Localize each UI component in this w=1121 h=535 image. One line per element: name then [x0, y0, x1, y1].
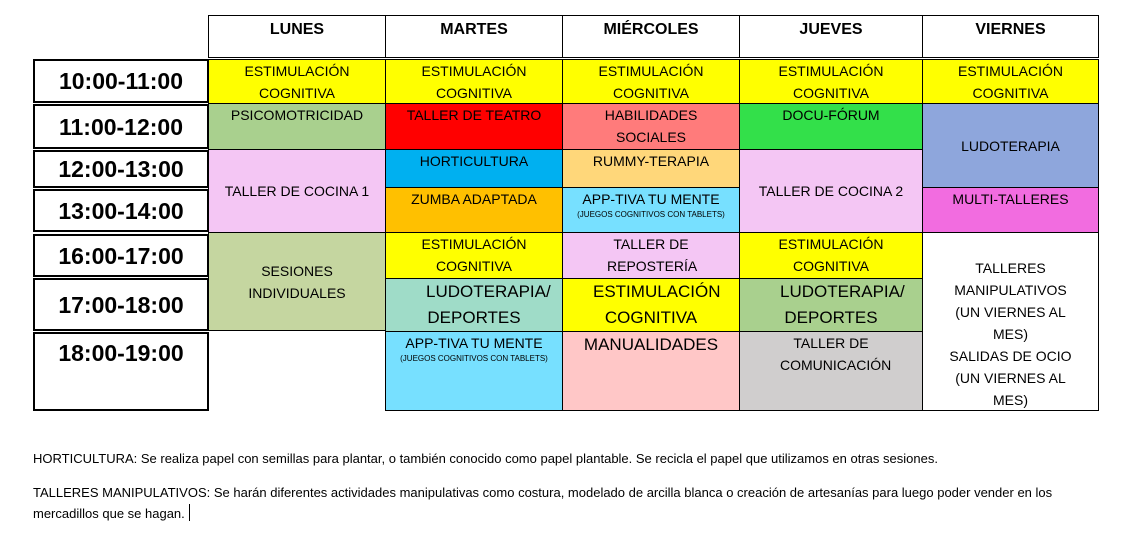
time-11: 11:00-12:00	[33, 104, 209, 149]
time-12: 12:00-13:00	[33, 150, 209, 188]
lunes-cocina-label: TALLER DE COCINA 1	[224, 183, 370, 199]
miercoles-reposteria: TALLER DE REPOSTERÍA	[562, 232, 740, 279]
jueves-ludoterapia-deportes: LUDOTERAPIA/ DEPORTES	[739, 278, 923, 332]
martes-apptiva	[385, 331, 563, 411]
note-talleres	[33, 482, 1093, 524]
miercoles-apptiva-sub: (JUEGOS COGNITIVOS CON TABLETS)	[577, 210, 725, 219]
lunes-cocina	[208, 149, 386, 233]
lunes-sesiones-label: SESIONES INDIVIDUALES	[248, 262, 346, 301]
viernes-talleres	[922, 232, 1099, 411]
note-talleres-text: TALLERES MANIPULATIVOS: Se harán diferentes actividades manipulativas como costura, modelado de arcilla blanca o creación de artesanías para luego poder vender en los mercadillos que se hagan.	[33, 485, 1053, 521]
time-17: 17:00-18:00	[33, 278, 209, 331]
viernes-ludoterapia	[922, 103, 1099, 188]
time-13: 13:00-14:00	[33, 189, 209, 232]
viernes-estimulacion: ESTIMULACIÓN COGNITIVA	[922, 59, 1099, 104]
martes-estimulacion-tarde: ESTIMULACIÓN COGNITIVA	[385, 232, 563, 279]
jueves-estimulacion-tarde: ESTIMULACIÓN COGNITIVA	[739, 232, 923, 279]
header-miercoles: MIÉRCOLES	[562, 15, 740, 58]
martes-zumba: ZUMBA ADAPTADA	[385, 187, 563, 233]
jueves-estimulacion: ESTIMULACIÓN COGNITIVA	[739, 59, 923, 104]
viernes-multitalleres: MULTI-TALLERES	[922, 187, 1099, 233]
jueves-comunicacion: TALLER DE COMUNICACIÓN	[739, 331, 923, 411]
jueves-cocina-label: TALLER DE COCINA 2	[758, 183, 904, 199]
time-10: 10:00-11:00	[33, 59, 209, 103]
martes-estimulacion: ESTIMULACIÓN COGNITIVA	[385, 59, 563, 104]
lunes-estimulacion: ESTIMULACIÓN COGNITIVA	[208, 59, 386, 104]
martes-teatro: TALLER DE TEATRO	[385, 103, 563, 150]
miercoles-estimulacion-tarde: ESTIMULACIÓN COGNITIVA	[562, 278, 740, 332]
text-cursor	[189, 504, 190, 521]
miercoles-habilidades: HABILIDADES SOCIALES	[562, 103, 740, 150]
martes-horticultura: HORTICULTURA	[385, 149, 563, 188]
martes-apptiva-sub: (JUEGOS COGNITIVOS CON TABLETS)	[400, 354, 548, 363]
jueves-docu: DOCU-FÓRUM	[739, 103, 923, 150]
header-lunes: LUNES	[208, 15, 386, 58]
miercoles-rummy: RUMMY-TERAPIA	[562, 149, 740, 188]
viernes-talleres-manip: TALLERES MANIPULATIVOS (UN VIERNES AL MES)	[954, 260, 1067, 342]
lunes-psicomotricidad: PSICOMOTRICIDAD	[208, 103, 386, 150]
header-jueves: JUEVES	[739, 15, 923, 58]
miercoles-apptiva	[562, 187, 740, 233]
martes-ludoterapia-deportes: LUDOTERAPIA/ DEPORTES	[385, 278, 563, 332]
viernes-ludoterapia-label: LUDOTERAPIA	[961, 137, 1060, 154]
martes-apptiva-label: APP-TIVA TU MENTE	[405, 335, 543, 351]
viernes-salidas: SALIDAS DE OCIO (UN VIERNES AL MES)	[949, 348, 1072, 408]
time-18	[33, 332, 209, 411]
note-horticultura: HORTICULTURA: Se realiza papel con semillas para plantar, o también conocido como papel plantable. Se recicla el papel que utilizamos en otras sesiones.	[33, 451, 938, 466]
time-16: 16:00-17:00	[33, 234, 209, 277]
header-viernes: VIERNES	[922, 15, 1099, 58]
miercoles-estimulacion: ESTIMULACIÓN COGNITIVA	[562, 59, 740, 104]
header-martes: MARTES	[385, 15, 563, 58]
time-18-label: 18:00-19:00	[58, 340, 184, 366]
lunes-sesiones	[208, 232, 386, 331]
jueves-cocina	[739, 149, 923, 233]
miercoles-apptiva-label: APP-TIVA TU MENTE	[582, 191, 720, 207]
miercoles-manualidades: MANUALIDADES	[562, 331, 740, 411]
